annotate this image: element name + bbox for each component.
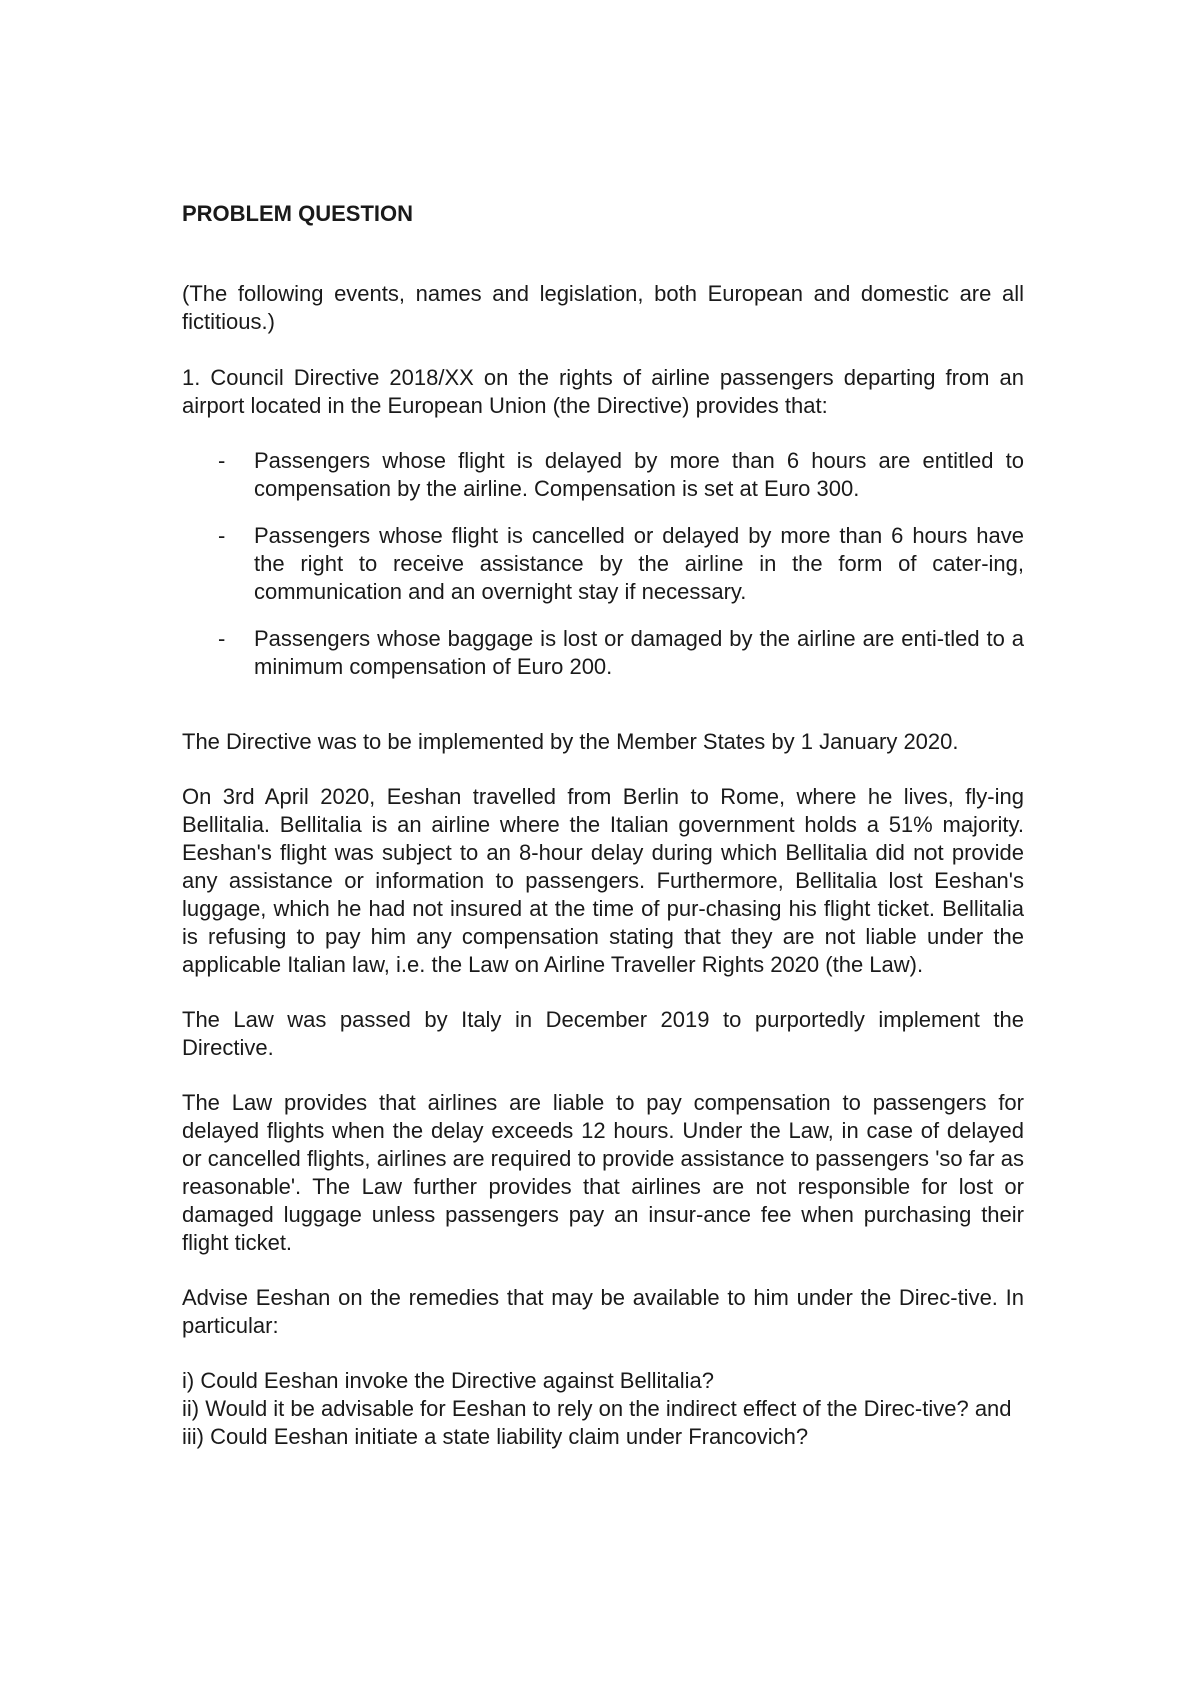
list-item-text: Passengers whose flight is cancelled or delayed by more than 6 hours have the right to receive assistance by the airline in the form of cater-ing, communication and an overnight stay if necessary. bbox=[254, 523, 1024, 604]
directive-provisions-list bbox=[182, 447, 1024, 681]
list-item-text: Passengers whose flight is delayed by more than 6 hours are entitled to compensation by the airline. Compensation is set at Euro 300. bbox=[254, 448, 1024, 501]
facts-paragraph: On 3rd April 2020, Eeshan travelled from Berlin to Rome, where he lives, fly-ing Bellitalia. Bellitalia is an airline where the Italian government holds a 51% majority. Eeshan's flight was subject to an 8-hour delay during which Bellitalia did not provide any assistance or information to passengers. Furthermore, Bellitalia lost Eeshan's luggage, which he had not insured at the time of pur-chasing his flight ticket. Bellitalia is refusing to pay him any compensation stating that they are not liable under the applicable Italian law, i.e. the Law on Airline Traveller Rights 2020 (the Law). bbox=[182, 784, 1024, 977]
advise-paragraph: Advise Eeshan on the remedies that may be available to him under the Direc-tive. In particular: bbox=[182, 1285, 1024, 1338]
list-item bbox=[182, 522, 1024, 606]
questions-list bbox=[182, 1367, 1024, 1451]
question-item: ii) Would it be advisable for Eeshan to rely on the indirect effect of the Direc-tive? and bbox=[182, 1396, 1012, 1421]
document-body bbox=[182, 200, 1024, 1451]
implementation-paragraph: The Directive was to be implemented by the Member States by 1 January 2020. bbox=[182, 729, 959, 754]
dash-bullet: - bbox=[218, 626, 226, 651]
question-item: i) Could Eeshan invoke the Directive against Bellitalia? bbox=[182, 1368, 714, 1393]
law-passed-paragraph: The Law was passed by Italy in December 2019 to purportedly implement the Directive. bbox=[182, 1007, 1024, 1060]
list-item-text: Passengers whose baggage is lost or damaged by the airline are enti-tled to a minimum compensation of Euro 200. bbox=[254, 626, 1024, 679]
dash-bullet: - bbox=[218, 523, 226, 548]
page-title: PROBLEM QUESTION bbox=[182, 201, 414, 226]
question-item: iii) Could Eeshan initiate a state liability claim under Francovich? bbox=[182, 1424, 809, 1449]
numbered-paragraph-1: 1. Council Directive 2018/XX on the rights of airline passengers departing from an airport located in the European Union (the Directive) provides that: bbox=[182, 365, 1024, 418]
list-item bbox=[182, 625, 1024, 681]
intro-paragraph: (The following events, names and legislation, both European and domestic are all fictitious.) bbox=[182, 281, 1024, 334]
dash-bullet: - bbox=[218, 448, 226, 473]
list-item bbox=[182, 447, 1024, 503]
law-provisions-paragraph: The Law provides that airlines are liable to pay compensation to passengers for delayed flights when the delay exceeds 12 hours. Under the Law, in case of delayed or cancelled flights, airlines are required to provide assistance to passengers 'so far as reasonable'. The Law further provides that airlines are not responsible for lost or damaged luggage unless passengers pay an insur-ance fee when purchasing their flight ticket. bbox=[182, 1090, 1024, 1255]
